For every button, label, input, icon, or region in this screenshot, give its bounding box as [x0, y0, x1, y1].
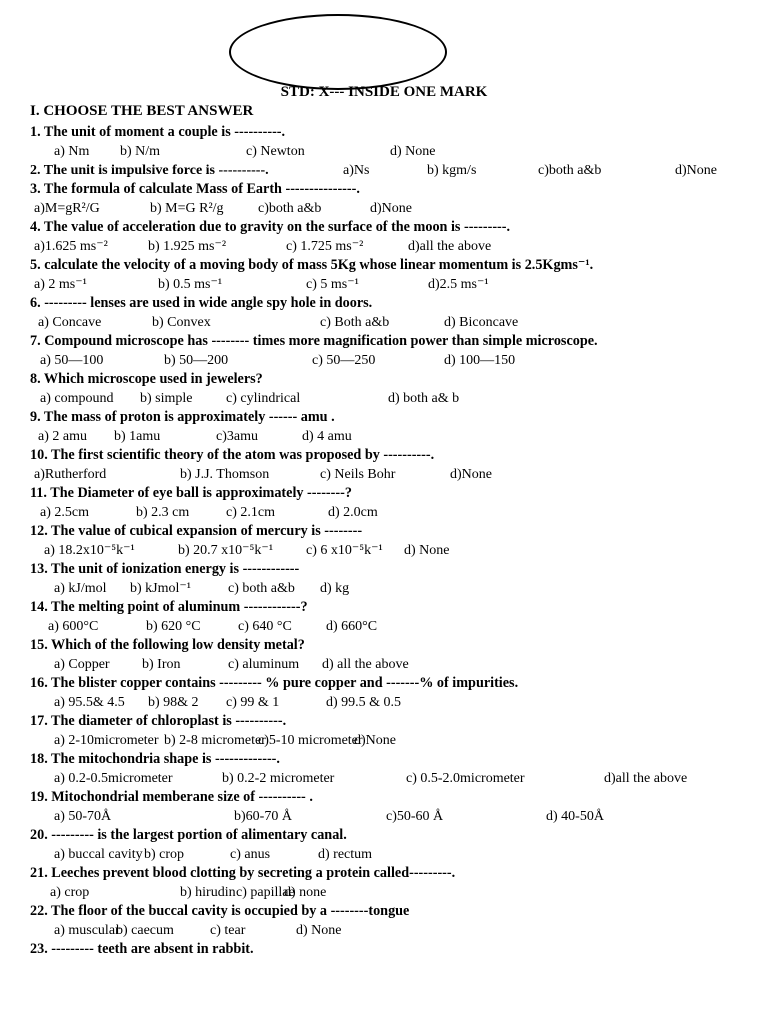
answer-options	[30, 389, 760, 408]
question-item	[30, 484, 760, 522]
option-d: d) 660°C	[326, 619, 378, 634]
option-a: a)Ns	[343, 163, 370, 178]
answer-options	[30, 731, 760, 750]
option-d: d)None	[675, 163, 717, 178]
option-a: a) 2 amu	[38, 429, 87, 444]
question-item	[30, 826, 760, 864]
question-text: 6. --------- lenses are used in wide angle spy hole in doors.	[30, 295, 373, 311]
answer-options	[30, 617, 760, 636]
option-d: d) all the above	[322, 657, 409, 672]
option-b: b) crop	[144, 847, 185, 862]
option-a: a) kJ/mol	[54, 581, 107, 596]
option-c: c)50-60 Å	[386, 809, 444, 824]
option-b: b) M=G R²/g	[150, 201, 224, 216]
option-c: c)3amu	[216, 429, 258, 444]
question-item	[30, 218, 760, 256]
option-c: c) Newton	[246, 144, 305, 159]
option-a: a) 2-10micrometer	[54, 733, 159, 748]
question-item	[30, 180, 760, 218]
option-a: a) Concave	[38, 315, 102, 330]
option-a: a) buccal cavity	[54, 847, 143, 862]
answer-options	[30, 237, 760, 256]
option-a: a) 95.5& 4.5	[54, 695, 125, 710]
question-with-inline-options	[30, 161, 760, 180]
option-d: d) 99.5 & 0.5	[326, 695, 402, 710]
option-c: c) 0.5-2.0micrometer	[406, 771, 525, 786]
question-text: 8. Which microscope used in jewelers?	[30, 371, 263, 387]
question-text: 18. The mitochondria shape is -------------.	[30, 751, 280, 767]
spacer	[30, 978, 760, 996]
answer-options	[30, 465, 760, 484]
name-oval	[229, 14, 447, 90]
option-c: c) 1.725 ms⁻²	[286, 239, 364, 254]
question-text: 17. The diameter of chloroplast is ----------.	[30, 713, 287, 729]
question-item	[30, 902, 760, 940]
option-a: a)1.625 ms⁻²	[34, 239, 108, 254]
question-item	[30, 161, 760, 180]
option-d: d)None	[450, 467, 492, 482]
option-d: d) None	[390, 144, 436, 159]
option-c: c) 5 ms⁻¹	[306, 277, 359, 292]
question-text: 11. The Diameter of eye ball is approximately --------?	[30, 485, 352, 501]
option-d: d) None	[296, 923, 342, 938]
option-c: c) aluminum	[228, 657, 300, 672]
section-heading: I. CHOOSE THE BEST ANSWER	[30, 103, 254, 119]
option-b: b) N/m	[120, 144, 161, 159]
option-a: a) 50-70Å	[54, 809, 112, 824]
option-c: c) papillae	[236, 885, 295, 900]
option-d: d)all the above	[408, 239, 492, 254]
option-b: b) 98& 2	[148, 695, 199, 710]
option-b: b) 620 °C	[146, 619, 201, 634]
option-a: a) compound	[40, 391, 114, 406]
question-text: 5. calculate the velocity of a moving body of mass 5Kg whose linear momentum is 2.5Kgms⁻¹.	[30, 257, 594, 273]
option-d: d) 100—150	[444, 353, 516, 368]
option-d: d) 4 amu	[302, 429, 352, 444]
answer-options	[30, 313, 760, 332]
option-d: d) rectum	[318, 847, 373, 862]
question-text: 20. --------- is the largest portion of alimentary canal.	[30, 827, 347, 843]
option-a: a) 2 ms⁻¹	[34, 277, 87, 292]
option-d: d)2.5 ms⁻¹	[428, 277, 489, 292]
option-c: c) 2.1cm	[226, 505, 275, 520]
option-d: d) none	[284, 885, 327, 900]
answer-options	[30, 807, 760, 826]
question-text: 15. Which of the following low density metal?	[30, 637, 305, 653]
option-b: b) Convex	[152, 315, 211, 330]
option-a: a)Rutherford	[34, 467, 107, 482]
question-item	[30, 996, 760, 1015]
option-c: c) anus	[230, 847, 271, 862]
option-c: c) 6 x10⁻⁵k⁻¹	[306, 543, 383, 558]
question-text: 3. The formula of calculate Mass of Earth ---------------.	[30, 181, 360, 197]
option-a: a) 2.5cm	[40, 505, 89, 520]
option-c: c) Both a&b	[320, 315, 390, 330]
question-text: 1. The unit of moment a couple is ----------.	[30, 124, 286, 140]
question-text: 21. Leeches prevent blood clotting by secreting a protein called---------.	[30, 865, 456, 881]
option-a: a) 18.2x10⁻⁵k⁻¹	[44, 543, 135, 558]
answer-options	[30, 275, 760, 294]
question-text: 4. The value of acceleration due to gravity on the surface of the moon is ---------.	[30, 219, 511, 235]
question-item	[30, 598, 760, 636]
question-text: 22. The floor of the buccal cavity is occupied by a --------tongue	[30, 903, 410, 919]
option-b: b) 0.2-2 micrometer	[222, 771, 335, 786]
option-d: d) None	[404, 543, 450, 558]
option-c: c) tear	[210, 923, 246, 938]
option-b: b) simple	[140, 391, 193, 406]
question-item	[30, 370, 760, 408]
option-c: c)5-10 micrometer	[258, 733, 363, 748]
option-b: b) caecum	[116, 923, 174, 938]
option-b: b) 0.5 ms⁻¹	[158, 277, 223, 292]
question-text: 12. The value of cubical expansion of mercury is --------	[30, 523, 363, 539]
question-item	[30, 256, 760, 294]
option-a: a) Nm	[54, 144, 90, 159]
option-d: d) both a& b	[388, 391, 460, 406]
question-item	[30, 408, 760, 446]
option-a: a) 600°C	[48, 619, 99, 634]
question-text: 13. The unit of ionization energy is ------------	[30, 561, 300, 577]
question-text: 9. The mass of proton is approximately ------ amu .	[30, 409, 335, 425]
option-b: b) 1.925 ms⁻²	[148, 239, 227, 254]
question-item	[30, 788, 760, 826]
answer-options	[30, 541, 760, 560]
question-text: 19. Mitochondrial memberane size of ---------- .	[30, 789, 313, 805]
option-c: c)both a&b	[258, 201, 322, 216]
option-d: d)None	[354, 733, 396, 748]
question-text: 23. --------- teeth are absent in rabbit.	[30, 941, 254, 957]
option-c: c) Neils Bohr	[320, 467, 396, 482]
answer-options	[30, 769, 760, 788]
option-a: a)M=gR²/G	[34, 201, 100, 216]
option-a: a) 50—100	[40, 353, 104, 368]
option-b: b) 2.3 cm	[136, 505, 190, 520]
question-item	[30, 560, 760, 598]
option-a: a) 0.2-0.5micrometer	[54, 771, 173, 786]
question-item	[30, 940, 760, 978]
page-title: STD: X--- INSIDE ONE MARK	[280, 84, 488, 100]
answer-options	[30, 142, 760, 161]
answer-options	[30, 693, 760, 712]
question-item	[30, 123, 760, 161]
option-d: d) Biconcave	[444, 315, 519, 330]
question-text: 16. The blister copper contains --------- % pure copper and -------% of impurities.	[30, 675, 519, 691]
question-item	[30, 750, 760, 788]
option-d: d)all the above	[604, 771, 688, 786]
option-b: b) 1amu	[114, 429, 161, 444]
question-item	[30, 636, 760, 674]
option-b: b) kJmol⁻¹	[130, 581, 191, 596]
answer-options	[30, 427, 760, 446]
question-item	[30, 294, 760, 332]
answer-options	[30, 921, 760, 940]
option-b: b) 50—200	[164, 353, 229, 368]
option-d: d)None	[370, 201, 412, 216]
option-a: a) crop	[50, 885, 90, 900]
question-item	[30, 864, 760, 902]
answer-options	[30, 503, 760, 522]
option-b: b) 2-8 micrometer	[164, 733, 266, 748]
question-item	[30, 332, 760, 370]
option-a: a) Copper	[54, 657, 110, 672]
option-c: c) 99 & 1	[226, 695, 280, 710]
option-b: b) Iron	[142, 657, 181, 672]
option-b: b) J.J. Thomson	[180, 467, 270, 482]
question-text	[30, 996, 760, 1015]
option-a: a) muscular	[54, 923, 120, 938]
answer-options	[30, 351, 760, 370]
option-c: c) 50—250	[312, 353, 376, 368]
option-d: d) 40-50Å	[546, 809, 604, 824]
question-list	[30, 123, 760, 1015]
answer-options	[30, 199, 760, 218]
question-item	[30, 674, 760, 712]
answer-options	[30, 845, 760, 864]
question-text: 14. The melting point of aluminum ------------?	[30, 599, 308, 615]
option-b: b) kgm/s	[427, 163, 477, 178]
option-d: d) kg	[320, 581, 350, 596]
option-d: d) 2.0cm	[328, 505, 378, 520]
question-text: 2. The unit is impulsive force is ----------.	[30, 163, 269, 178]
question-item	[30, 522, 760, 560]
question-item	[30, 712, 760, 750]
question-text: 10. The first scientific theory of the atom was proposed by ----------.	[30, 447, 435, 463]
question-text: 7. Compound microscope has -------- times more magnification power than simple microscope.	[30, 333, 598, 349]
option-c: c) 640 °C	[238, 619, 292, 634]
option-b: b) 20.7 x10⁻⁵k⁻¹	[178, 543, 274, 558]
option-b: b) hirudin	[180, 885, 236, 900]
option-c: c) cylindrical	[226, 391, 301, 406]
answer-options	[30, 959, 760, 978]
answer-options	[30, 655, 760, 674]
question-item	[30, 446, 760, 484]
answer-options	[30, 883, 760, 902]
option-c: c)both a&b	[538, 163, 602, 178]
option-b: b)60-70 Å	[234, 809, 292, 824]
option-c: c) both a&b	[228, 581, 295, 596]
answer-options	[30, 579, 760, 598]
